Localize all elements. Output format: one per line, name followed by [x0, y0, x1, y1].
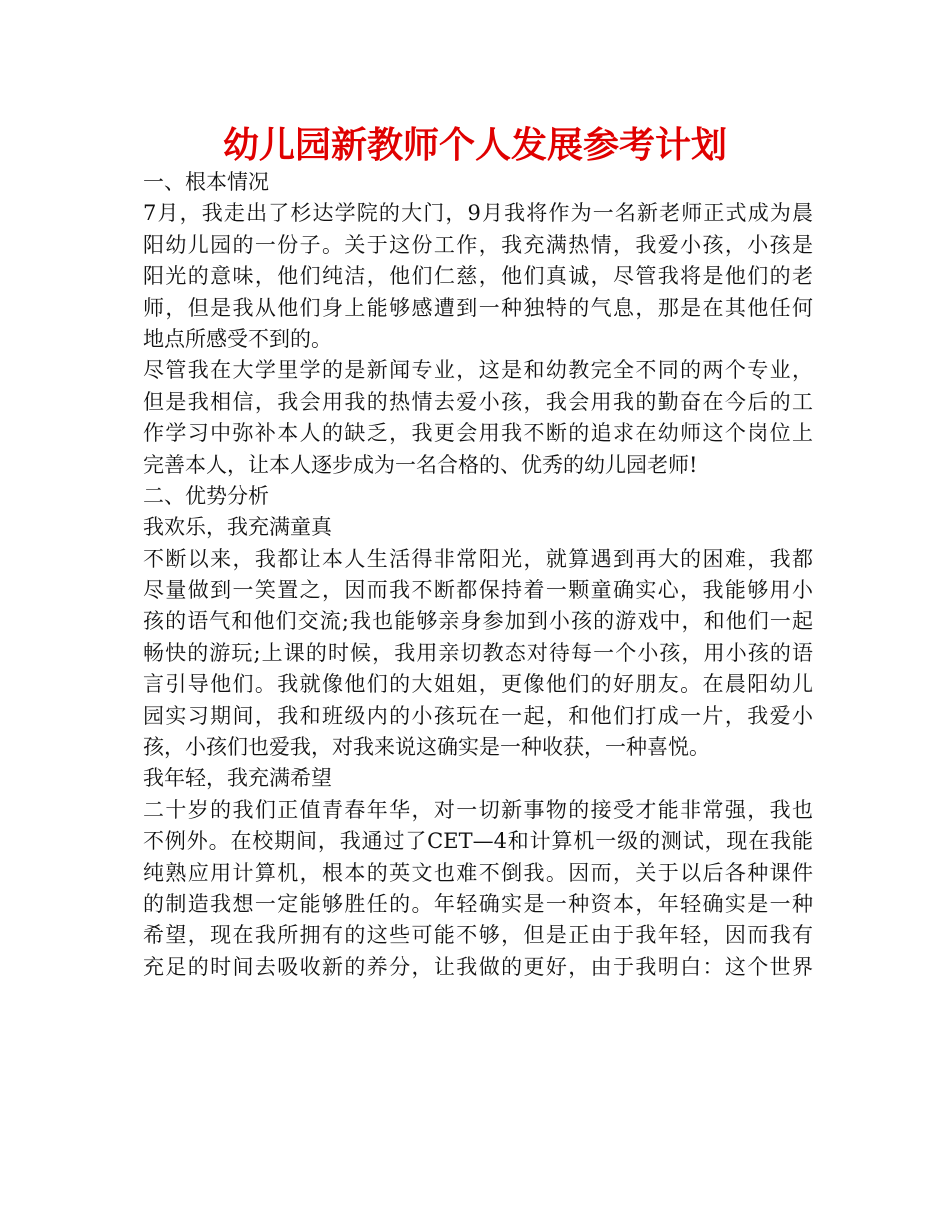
text-line: 孩的语气和他们交流;我也能够亲身参加到小孩的游戏中，和他们一起 — [143, 609, 813, 634]
text-line: 纯熟应用计算机，根本的英文也难不倒我。因而，关于以后各种课件 — [143, 860, 813, 885]
text-line: 阳光的意味，他们纯洁，他们仁慈，他们真诚，尽管我将是他们的老 — [143, 264, 813, 289]
text-line: 我欢乐，我充满童真 — [143, 515, 332, 540]
text-line: 不例外。在校期间，我通过了CET—4和计算机一级的测试，现在我能 — [143, 829, 813, 854]
text-line: 我年轻，我充满希望 — [143, 766, 332, 791]
text-line: 作学习中弥补本人的缺乏，我更会用我不断的追求在幼师这个岗位上 — [143, 421, 813, 446]
text-line: 完善本人，让本人逐步成为一名合格的、优秀的幼儿园老师! — [143, 452, 698, 477]
text-line: 不断以来，我都让本人生活得非常阳光，就算遇到再大的困难，我都 — [143, 546, 813, 571]
text-line: 园实习期间，我和班级内的小孩玩在一起，和他们打成一片，我爱小 — [143, 703, 813, 728]
text-line: 尽量做到一笑置之，因而我不断都保持着一颗童确实心，我能够用小 — [143, 578, 813, 603]
text-line: 一、根本情况 — [143, 170, 269, 194]
text-line: 二、优势分析 — [143, 483, 269, 508]
text-line: 希望，现在我所拥有的这些可能不够，但是正由于我年轻，因而我有 — [143, 923, 813, 948]
text-line: 7月，我走出了杉达学院的大门，9月我将作为一名新老师正式成为晨 — [143, 201, 813, 226]
text-line: 但是我相信，我会用我的热情去爱小孩，我会用我的勤奋在今后的工 — [143, 389, 813, 414]
text-line: 师，但是我从他们身上能够感遭到一种独特的气息，那是在其他任何 — [143, 295, 813, 320]
text-line: 二十岁的我们正值青春年华，对一切新事物的接受才能非常强，我也 — [143, 797, 813, 822]
text-line: 畅快的游玩;上课的时候，我用亲切教态对待每一个小孩，用小孩的语 — [143, 640, 813, 665]
document-title: 幼儿园新教师个人发展参考计划 — [222, 125, 727, 166]
text-line: 的制造我想一定能够胜任的。年轻确实是一种资本，年轻确实是一种 — [143, 891, 813, 916]
text-line: 言引导他们。我就像他们的大姐姐，更像他们的好朋友。在晨阳幼儿 — [143, 672, 813, 697]
text-line: 阳幼儿园的一份子。关于这份工作，我充满热情，我爱小孩，小孩是 — [143, 232, 813, 257]
text-line: 充足的时间去吸收新的养分，让我做的更好，由于我明白：这个世界 — [143, 954, 813, 979]
text-line: 尽管我在大学里学的是新闻专业，这是和幼教完全不同的两个专业， — [143, 358, 813, 383]
text-line: 孩，小孩们也爱我，对我来说这确实是一种收获，一种喜悦。 — [143, 735, 710, 760]
document-body — [143, 167, 813, 983]
text-line: 地点所感受不到的。 — [143, 326, 332, 351]
